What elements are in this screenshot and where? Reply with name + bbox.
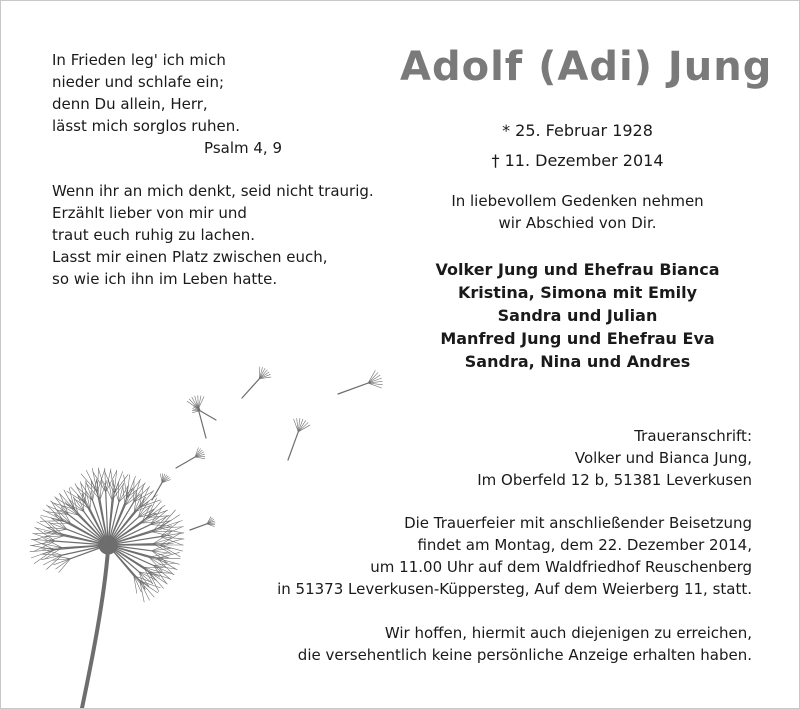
verse-reference: Psalm 4, 9 xyxy=(204,139,282,157)
ceremony-line: Die Trauerfeier mit anschließender Beisetzung xyxy=(404,514,752,532)
poem-line: Erzählt lieber von mir und xyxy=(52,204,247,222)
left-column xyxy=(52,49,372,290)
death-date: † 11. Dezember 2014 xyxy=(491,151,664,170)
closing-line: die versehentlich keine persönliche Anzeige erhalten haben. xyxy=(297,646,752,664)
verse-line: In Frieden leg' ich mich xyxy=(52,51,226,69)
ceremony-line: findet am Montag, dem 22. Dezember 2014, xyxy=(417,536,752,554)
remembrance-text xyxy=(400,190,755,234)
poem-block xyxy=(52,180,372,290)
address-line: Traueranschrift: xyxy=(634,427,752,445)
poem-line: so wie ich ihn im Leben hatte. xyxy=(52,270,278,288)
mourner-line: Sandra, Nina und Andres xyxy=(464,352,691,371)
life-dates xyxy=(400,116,755,176)
birth-date: * 25. Februar 1928 xyxy=(502,121,653,140)
poem-line: traut euch ruhig zu lachen. xyxy=(52,226,256,244)
ceremony-line: um 11.00 Uhr auf dem Waldfriedhof Reuschenberg xyxy=(370,558,752,576)
mourner-line: Manfred Jung und Ehefrau Eva xyxy=(440,329,715,348)
poem-line: Wenn ihr an mich denkt, seid nicht traurig. xyxy=(52,182,374,200)
verse-line: nieder und schlafe ein; xyxy=(52,73,225,91)
address-line: Im Oberfeld 12 b, 51381 Leverkusen xyxy=(477,471,752,489)
dandelion-icon xyxy=(20,300,420,708)
remembrance-line: wir Abschied von Dir. xyxy=(498,214,657,232)
mourner-line: Kristina, Simona mit Emily xyxy=(457,283,698,302)
verse-line: lässt mich sorglos ruhen. xyxy=(52,117,240,135)
mourning-address xyxy=(412,425,752,491)
mourner-line: Volker Jung und Ehefrau Bianca xyxy=(435,260,720,279)
address-line: Volker und Bianca Jung, xyxy=(574,449,752,467)
mourner-line: Sandra und Julian xyxy=(497,306,658,325)
deceased-name: Adolf (Adi) Jung xyxy=(400,44,773,90)
poem-line: Lasst mir einen Platz zwischen euch, xyxy=(52,248,328,266)
mourners-list xyxy=(400,258,755,373)
verse-block xyxy=(52,49,372,159)
verse-line: denn Du allein, Herr, xyxy=(52,95,208,113)
remembrance-line: In liebevollem Gedenken nehmen xyxy=(451,192,704,210)
ceremony-line: in 51373 Leverkusen-Küppersteg, Auf dem Weierberg 11, statt. xyxy=(277,580,752,598)
closing-line: Wir hoffen, hiermit auch diejenigen zu erreichen, xyxy=(384,624,752,642)
